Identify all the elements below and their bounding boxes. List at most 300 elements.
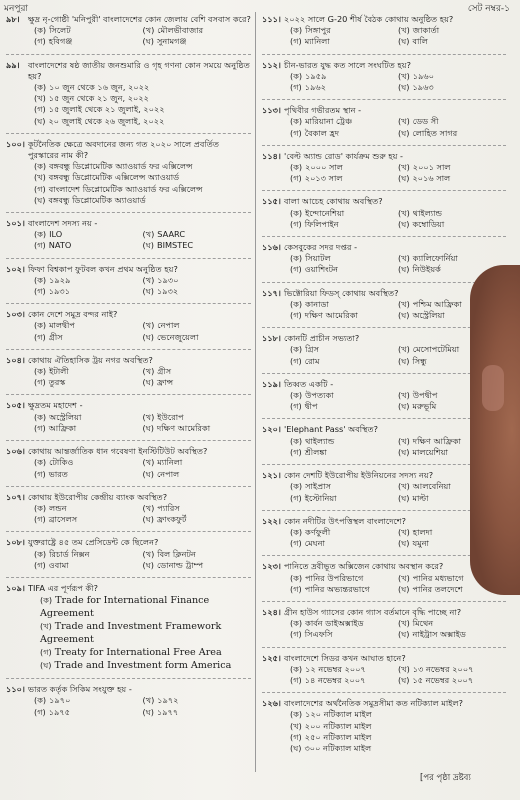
- question: [262, 196, 506, 230]
- option-letter: (ক): [290, 663, 303, 674]
- option-text: দক্ষিণ আমেরিকা: [304, 310, 358, 321]
- option: [34, 116, 251, 127]
- option: [34, 377, 143, 388]
- option-text: বঙ্গবন্ধু ডিপ্লোমেটিক অ্যাওয়ার্ড: [48, 194, 146, 205]
- question-number: ১০৭।: [6, 491, 25, 502]
- option: [34, 104, 251, 115]
- option-text: ইউরোপ: [157, 411, 184, 422]
- option: [143, 36, 252, 47]
- option-text: ডোনাল্ড ট্রাম্প: [156, 559, 204, 570]
- option-letter: (গ): [290, 36, 302, 47]
- thumb-photo: [470, 265, 520, 595]
- question-text: পানিতে দ্রবীভূত অক্সিজেন কোথায় অবস্থান করে?: [284, 561, 444, 572]
- options: [284, 664, 506, 686]
- option-letter: (ক): [290, 390, 303, 401]
- option-text: পানির উপরিভাগে: [305, 572, 364, 583]
- option: [290, 356, 398, 367]
- option-text: রিচার্ড নিক্সন: [49, 548, 90, 559]
- option-text: বঙ্গবন্ধু ডিপ্লোমেটিক অ্যাওয়ার্ড ফর এক্সিলেন্স: [49, 161, 193, 172]
- option-text: ভারত: [48, 468, 68, 479]
- option-text: ম্যানিলা: [157, 457, 183, 468]
- question-text: গ্রীন হাউস গ্যাসের কোন গ্যাস বর্তমানে বৃদ্ধি পাচ্ছে না?: [284, 606, 462, 617]
- question-number: ১২৬।: [262, 698, 281, 709]
- option-letter: (ঘ): [34, 115, 46, 126]
- option: [34, 172, 251, 183]
- option-letter: (খ): [290, 720, 302, 731]
- option-text: উপত্যকা: [305, 390, 334, 401]
- question-text: কোন দেশে সমুদ্র বন্দর নাই?: [28, 309, 118, 320]
- question: [6, 139, 251, 206]
- option-letter: (গ): [34, 422, 46, 433]
- dashed-divider: [6, 133, 251, 134]
- option-letter: (খ): [398, 344, 410, 355]
- option-text: ২০১৩ সাল: [304, 173, 343, 184]
- option-text: শ্রীলঙ্কা: [304, 446, 327, 457]
- option-letter: (ঘ): [398, 446, 410, 457]
- question-text: তিব্বত একটি -: [284, 378, 334, 389]
- option-letter: (গ): [290, 310, 302, 321]
- question-text: TIFA এর পূর্ণরূপ কী?: [28, 582, 98, 593]
- option-letter: (ক): [290, 435, 303, 446]
- option-text: ইটালী: [49, 366, 69, 377]
- option: [143, 503, 252, 514]
- option-letter: (ক): [34, 82, 47, 93]
- option-letter: (ক): [40, 595, 53, 606]
- question-text: ভিক্টোরিয়া ফিডস্ কোথায় অবস্থিত?: [284, 287, 399, 298]
- option-text: সুনামগঞ্জ: [156, 36, 187, 47]
- option: [398, 25, 506, 36]
- option-text: থাইল্যান্ড: [412, 207, 443, 218]
- option: [143, 707, 252, 718]
- option-letter: (ক): [290, 481, 303, 492]
- option-letter: (গ): [34, 706, 46, 717]
- option-text: ম্যানিলা: [304, 36, 330, 47]
- option-letter: (গ): [290, 218, 302, 229]
- question: [262, 698, 506, 754]
- question-number: ১১৭।: [262, 287, 281, 298]
- next-page-note: [পর পৃষ্ঠা দ্রষ্টব্য: [420, 773, 471, 783]
- option-text: বঙ্গবন্ধু ডিপ্লোমেটিক এক্সিলেন্স অ্যাওয়ার্ড: [48, 172, 180, 183]
- question-text: বাংলাদেশে সিডর কখন আঘাত হানে?: [284, 652, 406, 663]
- question-text: ২০২২ সালে G-20 শীর্ষ বৈঠক কোথায় অনুষ্ঠিত হয়?: [284, 14, 454, 24]
- option-text: ফ্রান্স: [156, 377, 174, 388]
- option-letter: (খ): [142, 695, 155, 706]
- option: [143, 229, 252, 240]
- option-letter: (ক): [34, 457, 47, 468]
- option-text: গ্রিস: [305, 344, 320, 355]
- option-text: আলবেনিয়া: [412, 481, 451, 492]
- option: [290, 128, 398, 139]
- option-letter: (ক): [34, 548, 47, 559]
- option-text: ১৯৭২: [157, 695, 179, 706]
- option: [34, 366, 143, 377]
- option: [143, 514, 252, 525]
- option-letter: (ক): [34, 320, 47, 331]
- option-letter: (ঘ): [142, 240, 154, 251]
- dashed-divider: [6, 212, 251, 213]
- option-letter: (ক): [34, 366, 47, 377]
- option: [290, 116, 398, 127]
- option-letter: (ঘ): [398, 264, 410, 275]
- option-letter: (ক): [290, 162, 303, 173]
- option-text: ১৯৭০: [49, 695, 71, 706]
- question-text: ক্ষুদ্র নৃ-গোষ্ঠী 'মনিপুরী' বাংলাদেশের কোন জেলায় বেশি বসবাস করে?: [28, 14, 251, 24]
- option-letter: (ঘ): [398, 310, 410, 321]
- option-text: ১৯৭৫: [48, 706, 71, 717]
- option: [290, 162, 398, 173]
- option-letter: (খ): [398, 663, 410, 674]
- option-letter: (ঘ): [398, 401, 410, 412]
- option: [143, 423, 252, 434]
- option-text: দ্বীপ: [304, 401, 318, 412]
- dashed-divider: [262, 190, 506, 191]
- option-letter: (খ): [142, 457, 155, 468]
- option-letter: (খ): [34, 172, 46, 183]
- option-letter: (খ): [142, 25, 155, 36]
- question: [6, 583, 251, 672]
- left-column: [6, 14, 251, 724]
- question-number: ১০২।: [6, 263, 25, 274]
- options: [28, 549, 251, 571]
- option-text: ১৯৫৯: [305, 70, 327, 81]
- option: [290, 173, 398, 184]
- option: [398, 253, 506, 264]
- question-text: কোনটি প্রাচীন সভ্যতা?: [284, 333, 360, 344]
- option: [398, 71, 506, 82]
- dashed-divider: [262, 601, 506, 602]
- option: [290, 481, 398, 492]
- option: [290, 219, 398, 230]
- option-letter: (খ): [398, 70, 410, 81]
- options: [284, 208, 506, 230]
- question-number: ১২৪।: [262, 606, 281, 617]
- option-letter: (ক): [290, 207, 303, 218]
- option-text: Trade and Investment Framework Agreement: [40, 621, 222, 646]
- option-text: ২০ জুলাই থেকে ২৬ জুলাই, ২০২২: [48, 115, 165, 126]
- option: [143, 366, 252, 377]
- option: [290, 447, 398, 458]
- option-letter: (খ): [398, 618, 410, 629]
- option-letter: (ক): [290, 618, 303, 629]
- option: [398, 82, 506, 93]
- dashed-divider: [262, 236, 506, 237]
- option: [290, 208, 398, 219]
- option-letter: (ঘ): [290, 742, 302, 753]
- question-number: ১১৮।: [262, 333, 281, 344]
- question-number: ১১৫।: [262, 196, 281, 207]
- options: [284, 25, 506, 47]
- question-text: বালা আচেহ কোথায় অবস্থিত?: [284, 196, 383, 207]
- option: [290, 709, 506, 720]
- option: [34, 36, 143, 47]
- option: [143, 560, 252, 571]
- option: [34, 195, 251, 206]
- question-number: ১২০।: [262, 424, 281, 435]
- option-letter: (খ): [142, 366, 155, 377]
- option-letter: (খ): [142, 274, 155, 285]
- question-text: কোন নদীটির উৎপত্তিস্থল বাংলাদেশে?: [284, 515, 406, 526]
- option: [34, 229, 143, 240]
- option-text: কর্ণফুলী: [305, 526, 331, 537]
- question-text: চীন-ভারত যুদ্ধ কত সালে সংঘটিত হয়?: [284, 59, 411, 70]
- dashed-divider: [262, 54, 506, 55]
- option: [398, 219, 506, 230]
- option-letter: (ঘ): [142, 468, 154, 479]
- option-letter: (খ): [398, 435, 410, 446]
- option-letter: (গ): [290, 492, 302, 503]
- question-text: 'বেল্ট অ্যান্ড রোড' কার্যক্রম শুরু হয় -: [284, 150, 404, 161]
- option-text: সিঙ্গাপুর: [305, 25, 331, 36]
- option-letter: (ক): [34, 229, 47, 240]
- option: [34, 457, 143, 468]
- option-letter: (ক): [290, 526, 303, 537]
- option: [290, 436, 398, 447]
- question-text: কোন দেশটি ইউরোপীয় ইউনিয়নের সদস্য নয়?: [284, 470, 434, 481]
- option-text: ইস্টোনিয়া: [304, 492, 337, 503]
- question-number: ১০৮।: [6, 537, 25, 548]
- option: [34, 82, 251, 93]
- option-letter: (খ): [142, 411, 155, 422]
- options: [28, 366, 251, 388]
- option: [290, 629, 398, 640]
- dashed-divider: [262, 99, 506, 100]
- option-text: মালদ্বীপ: [49, 320, 75, 331]
- option-letter: (ঘ): [142, 36, 154, 47]
- option-letter: (ক): [34, 502, 47, 513]
- question: [6, 60, 251, 127]
- option-text: ১২ নভেম্বর ২০০৭: [305, 663, 366, 674]
- option: [34, 514, 143, 525]
- options: [28, 412, 251, 434]
- option-letter: (গ): [290, 82, 302, 93]
- option-text: সিলেট: [49, 25, 71, 36]
- option-text: প্যারিস: [157, 502, 180, 513]
- option-letter: (ঘ): [398, 82, 410, 93]
- question-number: ১২২।: [262, 515, 281, 526]
- option-letter: (খ): [398, 390, 410, 401]
- option: [34, 594, 251, 620]
- option: [398, 128, 506, 139]
- option: [398, 173, 506, 184]
- option: [290, 71, 398, 82]
- option: [398, 208, 506, 219]
- option-letter: (খ): [398, 207, 410, 218]
- option-letter: (গ): [290, 355, 302, 366]
- option-letter: (গ): [290, 629, 302, 640]
- option-text: বালি: [412, 36, 428, 47]
- options: [284, 618, 506, 640]
- option-text: Treaty for International Free Area: [54, 647, 222, 659]
- option-letter: (ঘ): [142, 559, 154, 570]
- question: [6, 492, 251, 526]
- option-letter: (ক): [290, 344, 303, 355]
- option: [34, 275, 143, 286]
- option: [34, 240, 143, 251]
- option-letter: (গ): [290, 264, 302, 275]
- option-text: ১৯৭৭: [156, 706, 179, 717]
- option-letter: (খ): [398, 572, 410, 583]
- options: [28, 594, 251, 672]
- option-text: পানির অভ্যন্তরভাগে: [304, 583, 370, 594]
- option: [290, 743, 506, 754]
- option: [34, 332, 143, 343]
- option: [34, 25, 143, 36]
- option: [143, 275, 252, 286]
- option: [290, 25, 398, 36]
- option: [143, 25, 252, 36]
- option: [290, 299, 398, 310]
- option-letter: (গ): [34, 183, 46, 194]
- option-text: বাংলাদেশ ডিপ্লোমেটিক অ্যাওয়ার্ড ফর এক্সিলেন্স: [48, 183, 203, 194]
- option-text: ব্রাসেলস: [48, 514, 78, 525]
- options: [28, 25, 251, 47]
- question-text: কোথায় ঐতিহাসিক ট্রয় নগর অবস্থিত?: [28, 354, 153, 365]
- question-number: ১০১।: [6, 218, 25, 229]
- option-letter: (ক): [290, 298, 303, 309]
- options: [28, 695, 251, 717]
- option-letter: (গ): [290, 731, 302, 742]
- option-text: ক্যালিফোর্নিয়া: [412, 253, 458, 264]
- option-text: দক্ষিণ আমেরিকা: [156, 422, 211, 433]
- options: [28, 161, 251, 206]
- question-text: কূটনৈতিক ক্ষেত্রে অবদানের জন্য গত ২০২০ সালে প্রবর্তিত পুরস্কারের নাম কী?: [28, 138, 220, 161]
- option-letter: (খ): [398, 162, 410, 173]
- option-text: ১৯২৯: [49, 274, 71, 285]
- option-letter: (গ): [290, 401, 302, 412]
- option-text: NATO: [48, 240, 72, 251]
- option-letter: (ক): [290, 709, 303, 720]
- option-text: বৈকাল হ্রদ: [304, 127, 339, 138]
- option-text: ১৫ জুলাই থেকে ২১ জুলাই, ২০২২: [48, 104, 165, 115]
- option-text: হবিগঞ্জ: [48, 36, 73, 47]
- option-text: তুরস্ক: [48, 377, 66, 388]
- option-letter: (খ): [398, 481, 410, 492]
- option-letter: (খ): [398, 25, 410, 36]
- dashed-divider: [6, 394, 251, 395]
- question: [262, 607, 506, 641]
- question: [262, 14, 506, 48]
- question-text: কোথায় আন্তর্জাতিক ধান গবেষণা ইনস্টিটিউট অবস্থিত?: [28, 446, 208, 457]
- option: [143, 469, 252, 480]
- option: [290, 390, 398, 401]
- option-letter: (ক): [34, 274, 47, 285]
- option-letter: (ঘ): [398, 492, 410, 503]
- option: [290, 618, 398, 629]
- option-text: উপদ্বীপ: [412, 390, 438, 401]
- question: [6, 355, 251, 389]
- option-text: জাকার্তা: [412, 25, 440, 36]
- option-text: নেপাল: [157, 320, 180, 331]
- question-number: ১১০।: [6, 684, 25, 695]
- dashed-divider: [6, 531, 251, 532]
- option-letter: (গ): [34, 104, 46, 115]
- option-text: নেপাল: [156, 468, 180, 479]
- option-text: ১৯৩২: [156, 286, 179, 297]
- dashed-divider: [6, 577, 251, 578]
- option-text: ১৯৩১: [48, 286, 71, 297]
- option-text: কানাডা: [305, 298, 329, 309]
- option-text: ১৫ নভেম্বর ২০০৭: [412, 674, 474, 685]
- option-letter: (গ): [290, 173, 302, 184]
- option-text: ওবামা: [48, 559, 69, 570]
- dashed-divider: [262, 145, 506, 146]
- dashed-divider: [6, 349, 251, 350]
- option: [143, 332, 252, 343]
- dashed-divider: [6, 303, 251, 304]
- option: [290, 82, 398, 93]
- question-text: যুক্তরাষ্ট্রে ৪৫ তম প্রেসিডেন্ট কে ছিলেন?: [28, 537, 159, 548]
- option-text: Trade for International Finance Agreement: [40, 595, 210, 620]
- question-text: বাংলাদেশ সদস্য নয় -: [28, 218, 98, 229]
- question: [6, 446, 251, 480]
- question: [6, 309, 251, 343]
- header-left: মনপুরা: [4, 4, 29, 14]
- question-number: ১০০।: [6, 138, 25, 149]
- option-letter: (গ): [34, 377, 46, 388]
- dashed-divider: [6, 54, 251, 55]
- option: [398, 162, 506, 173]
- option-letter: (ঘ): [398, 36, 410, 47]
- option-text: ১৫ জুন থেকে ২১ জুন, ২০২২: [48, 93, 150, 104]
- option: [34, 320, 143, 331]
- option-text: গ্রীস: [48, 331, 63, 342]
- option-text: কার্বন ডাইঅক্সাইড: [305, 618, 364, 629]
- option-text: নিউইয়র্ক: [412, 264, 441, 275]
- option: [143, 549, 252, 560]
- option-letter: (খ): [142, 229, 155, 240]
- option-letter: (ঘ): [398, 583, 410, 594]
- option-text: মিথেন: [412, 618, 434, 629]
- option-letter: (গ): [34, 468, 46, 479]
- option: [290, 253, 398, 264]
- option: [290, 573, 398, 584]
- option-text: ২৫০ নটিক্যাল মাইল: [304, 731, 372, 742]
- question: [262, 60, 506, 94]
- option: [34, 659, 251, 672]
- option-letter: (ঘ): [40, 660, 52, 671]
- question-number: ১১১।: [262, 14, 281, 24]
- option: [34, 620, 251, 646]
- option-letter: (ঘ): [142, 514, 154, 525]
- option-text: মেঘনা: [304, 538, 325, 549]
- option-text: সিয়াটল: [305, 253, 331, 264]
- option-letter: (খ): [398, 253, 410, 264]
- option: [290, 527, 398, 538]
- dashed-divider: [262, 692, 506, 693]
- option-letter: (ঘ): [142, 331, 154, 342]
- option-letter: (ক): [34, 161, 47, 172]
- question-text: বাংলাদেশের ষষ্ঠ জাতীয় জনশুমারি ও গৃহ গণনা কোন সময়ে অনুষ্ঠিত হয়?: [28, 59, 250, 81]
- option: [290, 584, 398, 595]
- option-text: পশ্চিম আফ্রিকা: [412, 298, 462, 309]
- option-text: ইন্দোনেশিয়া: [305, 207, 345, 218]
- option-letter: (গ): [34, 286, 46, 297]
- option: [290, 401, 398, 412]
- option-text: পানির তলদেশে: [412, 583, 463, 594]
- option: [290, 675, 398, 686]
- option-text: মাল্টা: [412, 492, 429, 503]
- option-text: ১৯৬২: [304, 82, 327, 93]
- question-number: ১০৯।: [6, 582, 25, 593]
- option: [34, 469, 143, 480]
- option: [143, 457, 252, 468]
- options: [28, 503, 251, 525]
- option-text: ১৩ নভেম্বর ২০০৭: [412, 663, 474, 674]
- question: [262, 151, 506, 185]
- option: [398, 629, 506, 640]
- dashed-divider: [6, 440, 251, 441]
- option-text: অস্ট্রেলিয়া: [49, 411, 82, 422]
